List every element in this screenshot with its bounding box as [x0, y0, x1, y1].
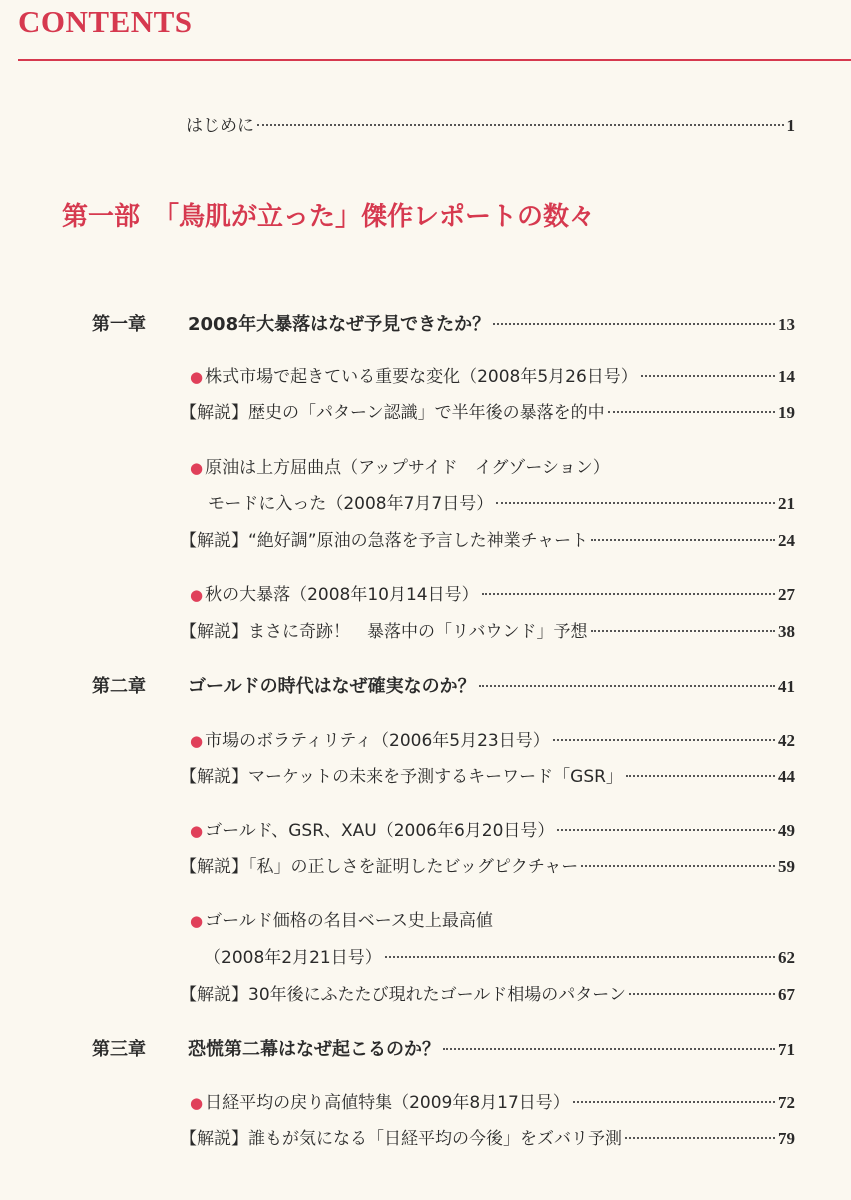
entry-title: 恐慌第二幕はなぜ起こるのか？: [188, 1039, 440, 1060]
page-number: 1: [786, 116, 795, 135]
toc-entry[interactable]: [190, 726, 795, 752]
toc-entry[interactable]: [180, 398, 795, 424]
entry-title: モードに入った（2008年7月7日号）: [208, 494, 494, 514]
dot-leader: [385, 956, 775, 958]
dot-leader: [553, 739, 775, 741]
dot-leader: [573, 1101, 775, 1103]
page-number: 14: [778, 367, 795, 386]
entry-title: ゴールドの時代はなぜ確実なのか？: [188, 676, 476, 697]
dot-leader: [479, 685, 775, 687]
dot-leader: [625, 1137, 775, 1139]
toc-entry[interactable]: [190, 906, 493, 932]
page-number: 59: [778, 857, 795, 876]
page-number: 41: [778, 677, 795, 696]
bullet-icon: ●: [190, 1094, 204, 1112]
entry-title: （2008年2月21日号）: [204, 948, 382, 968]
page-number: 24: [778, 531, 795, 550]
dot-leader: [557, 829, 775, 831]
entry-title: 【解説】マーケットの未来を予測するキーワード「GSR」: [180, 767, 623, 787]
dot-leader: [257, 124, 784, 126]
dot-leader: [591, 539, 775, 541]
chapter-number: 第一章: [92, 314, 146, 335]
bullet-icon: ●: [190, 459, 204, 477]
page-number: 19: [778, 403, 795, 422]
toc-entry[interactable]: [180, 526, 795, 552]
bullet-icon: ●: [190, 732, 204, 750]
dot-leader: [581, 865, 775, 867]
page-number: 71: [778, 1040, 795, 1059]
entry-title: 【解説】30年後にふたたび現れたゴールド相場のパターン: [180, 985, 626, 1005]
entry-title: 日経平均の戻り高値特集（2009年8月17日号）: [205, 1093, 570, 1113]
entry-title: 市場のボラティリティ（2006年5月23日号）: [205, 731, 550, 751]
dot-leader: [641, 375, 775, 377]
bullet-icon: ●: [190, 912, 204, 930]
page-number: 27: [778, 585, 795, 604]
dot-leader: [493, 323, 775, 325]
dot-leader: [626, 775, 775, 777]
toc-entry[interactable]: [180, 762, 795, 788]
toc-entry[interactable]: [190, 1088, 795, 1114]
entry-title: 2008年大暴落はなぜ予見できたか？: [188, 314, 491, 335]
toc-entry[interactable]: [208, 489, 795, 515]
toc-entry[interactable]: [180, 1124, 795, 1150]
page-number: 62: [778, 948, 795, 967]
dot-leader: [443, 1048, 775, 1050]
part-title: 第一部 「鳥肌が立った」傑作レポートの数々: [62, 202, 596, 232]
dot-leader: [629, 993, 775, 995]
entry-title: ゴールド、GSR、XAU（2006年6月20日号）: [205, 821, 555, 841]
toc-entry[interactable]: [204, 943, 795, 969]
entry-title: 【解説】歴史の「パターン認識」で半年後の暴落を的中: [180, 403, 605, 423]
entry-title: 株式市場で起きている重要な変化（2008年5月26日号）: [205, 367, 638, 387]
entry-title: 【解説】誰もが気になる「日経平均の今後」をズバリ予測: [180, 1129, 622, 1149]
chapter-number: 第二章: [92, 676, 146, 697]
page-number: 49: [778, 821, 795, 840]
dot-leader: [496, 502, 775, 504]
page-number: 21: [778, 494, 795, 513]
entry-title: はじめに: [186, 116, 254, 136]
entry-title: 秋の大暴落（2008年10月14日号）: [205, 585, 479, 605]
chapter-entry[interactable]: [92, 1035, 795, 1061]
toc-entry[interactable]: [180, 617, 795, 643]
page-number: 72: [778, 1093, 795, 1112]
page-number: 79: [778, 1129, 795, 1148]
page-number: 67: [778, 985, 795, 1004]
toc-entry[interactable]: [190, 816, 795, 842]
chapter-number: 第三章: [92, 1039, 146, 1060]
toc-entry[interactable]: [190, 453, 610, 479]
dot-leader: [608, 411, 775, 413]
bullet-icon: ●: [190, 822, 204, 840]
chapter-entry[interactable]: [92, 672, 795, 698]
entry-title: 原油は上方屈曲点（アップサイド イグゾーション）: [205, 458, 610, 478]
dot-leader: [482, 593, 775, 595]
contents-heading: CONTENTS: [18, 4, 193, 39]
entry-title: ゴールド価格の名目ベース史上最高値: [205, 911, 493, 931]
toc-entry[interactable]: [186, 111, 795, 137]
toc-entry[interactable]: [190, 580, 795, 606]
chapter-entry[interactable]: [92, 310, 795, 336]
heading-divider: [18, 59, 851, 61]
bullet-icon: ●: [190, 368, 204, 386]
entry-title: 【解説】まさに奇跡！ 暴落中の「リバウンド」予想: [180, 622, 588, 642]
toc-entry[interactable]: [190, 362, 795, 388]
page-number: 38: [778, 622, 795, 641]
toc-entry[interactable]: [180, 980, 795, 1006]
entry-title: 【解説】「私」の正しさを証明したビッグピクチャー: [180, 857, 579, 877]
dot-leader: [591, 630, 776, 632]
entry-title: 【解説】“絶好調”原油の急落を予言した神業チャート: [180, 531, 589, 551]
page-number: 44: [778, 767, 795, 786]
toc-entry[interactable]: [180, 852, 795, 878]
page-number: 42: [778, 731, 795, 750]
bullet-icon: ●: [190, 586, 204, 604]
page-number: 13: [778, 315, 795, 334]
